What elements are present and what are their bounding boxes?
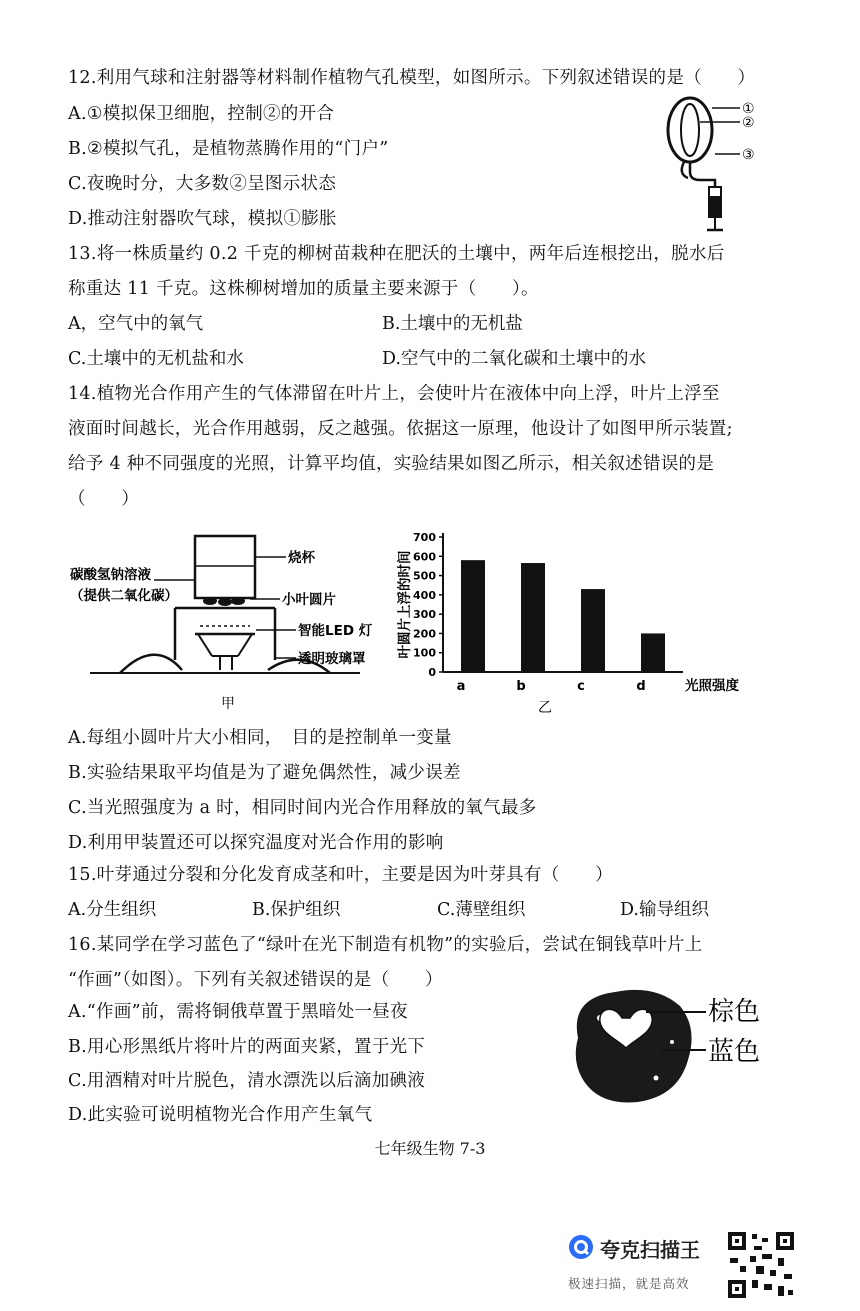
q12-option-c: C.夜晚时分，大多数②呈图示状态 [68,174,337,194]
q16-option-b: B.用心形黑纸片将叶片的两面夹紧，置于光下 [68,1037,426,1057]
scanner-logo-icon [568,1234,594,1260]
q12-option-b: B.②模拟气孔，是植物蒸腾作用的“门户” [68,139,389,159]
x-tick-label: c [577,679,585,694]
scanner-watermark [568,1230,798,1302]
chart-caption: 乙 [538,700,552,716]
figure-label-2: ② [742,115,755,131]
y-tick-label: 200 [413,627,436,641]
bar-b [521,563,545,672]
q14-stem-line-3: 给予 4 种不同强度的光照，计算平均值，实验结果如图乙所示，相关叙述错误的是 [68,454,715,474]
y-tick-label: 700 [413,531,436,544]
q12-option-a: A.①模拟保卫细胞，控制②的开合 [68,104,335,124]
q13-option-a: A，空气中的氧气 [68,314,204,334]
x-axis-label: 光照强度 [685,678,739,694]
q14-stem-line-4: （ ） [68,489,140,509]
bar-a [461,560,485,672]
q16-stem-line-2: “作画”（如图）。下列有关叙述错误的是（ ） [68,970,443,990]
blue-label: 蓝色 [708,1037,761,1067]
q16-option-c: C.用酒精对叶片脱色，清水漂洗以后滴加碘液 [68,1071,426,1091]
y-tick-label: 500 [413,569,436,583]
y-tick-label: 100 [413,646,436,660]
y-tick-label: 600 [413,550,436,564]
apparatus-caption: 甲 [221,696,235,712]
x-tick-label: d [636,679,646,694]
apparatus-figure [70,528,400,718]
q12-stem: 12.利用气球和注射器等材料制作植物气孔模型，如图所示。下列叙述错误的是（ ） [68,68,756,88]
q13-stem-line-2: 称重达 11 千克。这株柳树增加的质量主要来源于（ ）。 [68,279,539,299]
q15-option-a: A.分生组织 [68,900,157,920]
led-lamp-label: 智能LED 灯 [298,623,373,639]
solution-label: 碳酸氢钠溶液 [70,567,151,583]
q13-option-d: D.空气中的二氧化碳和土壤中的水 [382,349,646,369]
y-tick-label: 400 [413,588,436,602]
q13-option-b: B.土壤中的无机盐 [382,314,523,334]
q13-stem-line-1: 13.将一株质量约 0.2 千克的柳树苗栽种在肥沃的土壤中，两年后连根挖出，脱水后 [68,244,725,264]
beaker-label: 烧杯 [288,550,315,566]
bar-chart [395,525,750,720]
q14-option-d: D.利用甲装置还可以探究温度对光合作用的影响 [68,833,444,853]
bar-d [641,633,665,672]
q15-option-d: D.输导组织 [620,900,709,920]
y-tick-label: 0 [428,666,436,679]
y-tick-label: 300 [413,608,436,622]
q16-option-a: A.“作画”前，需将铜俄草置于黑暗处一昼夜 [68,1002,408,1022]
scanner-slogan: 极速扫描，就是高效 [568,1276,690,1291]
leaf-painting-figure [560,978,770,1113]
x-tick-label: b [516,679,526,694]
q16-stem-line-1: 16.某同学在学习蓝色了“绿叶在光下制造有机物”的实验后，尝试在铜钱草叶片上 [68,935,703,955]
q15-option-b: B.保护组织 [252,900,341,920]
stomata-model-figure [660,92,790,237]
qr-code-icon [726,1230,796,1300]
leaf-disc-label: 小叶圆片 [282,592,336,608]
q14-option-a: A.每组小圆叶片大小相同， 目的是控制单一变量 [68,728,452,748]
figure-label-3: ③ [742,147,755,163]
glass-cover-label: 透明玻璃罩 [298,651,366,667]
q14-option-b: B.实验结果取平均值是为了避免偶然性，减少误差 [68,763,461,783]
bar-c [581,589,605,672]
y-axis-label: 叶圆片上浮的时间 [397,550,413,659]
solution-note: （提供二氧化碳） [70,588,178,604]
q13-option-c: C.土壤中的无机盐和水 [68,349,244,369]
brown-label: 棕色 [708,997,761,1027]
q14-stem-line-1: 14.植物光合作用产生的气体滞留在叶片上，会使叶片在液体中向上浮，叶片上浮至 [68,384,720,404]
figure-label-1: ① [742,101,755,117]
q16-option-d: D.此实验可说明植物光合作用产生氧气 [68,1105,373,1125]
q14-option-c: C.当光照强度为 a 时，相同时间内光合作用释放的氧气最多 [68,798,537,818]
q12-option-d: D.推动注射器吹气球，模拟①膨胀 [68,209,337,229]
page-footer: 七年级生物 7-3 [374,1139,486,1158]
scanner-name: 夸克扫描王 [600,1238,700,1262]
q14-stem-line-2: 液面时间越长，光合作用越弱，反之越强。依据这一原理，他设计了如图甲所示装置; [68,419,733,439]
q15-stem: 15.叶芽通过分裂和分化发育成茎和叶，主要是因为叶芽具有（ ） [68,865,613,885]
q15-option-c: C.薄壁组织 [437,900,526,920]
x-tick-label: a [456,679,466,694]
